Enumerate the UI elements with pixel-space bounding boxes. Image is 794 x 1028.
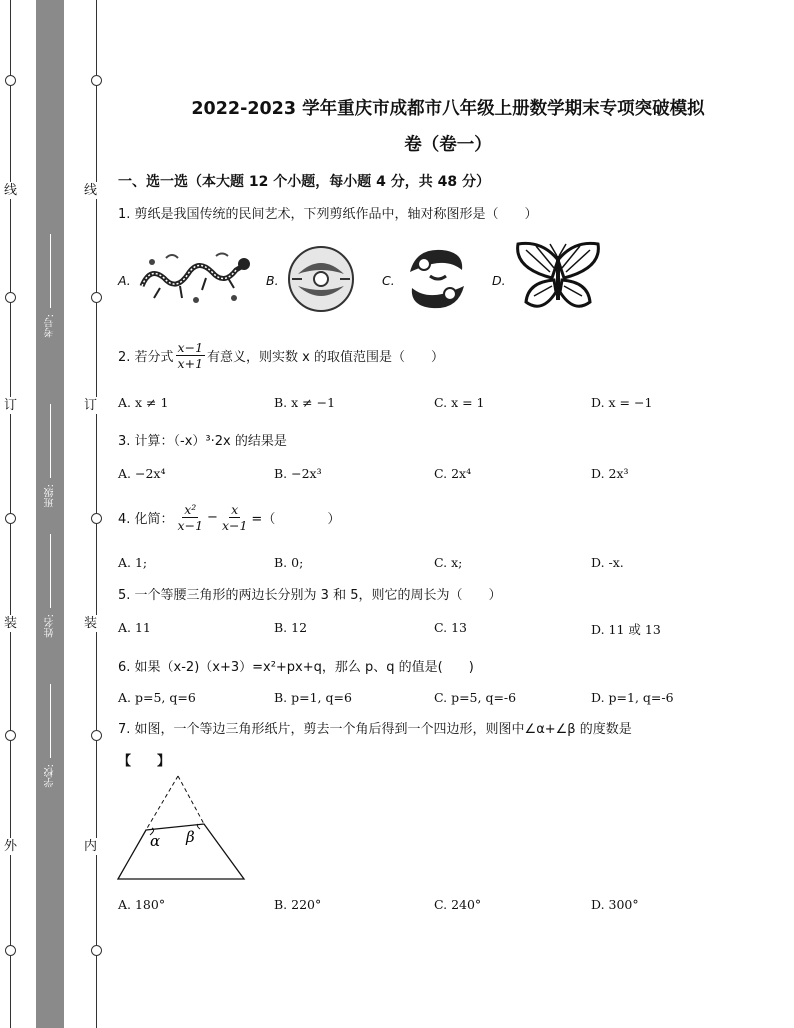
binding-hole <box>5 292 16 303</box>
q1-option-d-label: D. <box>492 273 506 288</box>
class-field <box>40 400 60 507</box>
q2-option-b: B. x ≠ −1 <box>274 395 336 410</box>
field-underline <box>50 684 51 758</box>
q7-option-b: B. 220° <box>274 897 322 912</box>
q2-denominator: x+1 <box>177 356 204 371</box>
question-2 <box>118 340 444 371</box>
cut-corner-left-edge <box>146 776 178 830</box>
alpha-label: α <box>150 832 161 850</box>
binding-hole <box>91 75 102 86</box>
margin-char-xian: 线 <box>4 183 18 198</box>
school-field <box>40 680 60 787</box>
section-heading: 一、选一选（本大题 12 个小题，每小题 4 分，共 48 分） <box>118 174 490 190</box>
margin-char-xian: 线 <box>84 183 98 198</box>
q5-option-a: A. 11 <box>118 620 151 635</box>
q2-option-a: A. x ≠ 1 <box>118 395 169 410</box>
binding-hole <box>5 730 16 741</box>
margin-char-zhuang: 装 <box>4 616 18 631</box>
q2-numerator: x−1 <box>177 340 204 355</box>
q6-option-d: D. p=1, q=-6 <box>591 690 674 705</box>
q6-option-a: A. p=5, q=6 <box>118 690 196 705</box>
q4-option-a: A. 1; <box>118 555 148 570</box>
binding-hole <box>91 513 102 524</box>
q7-option-c: C. 240° <box>434 897 482 912</box>
exam-number-field <box>40 230 60 337</box>
school-label: 学校: <box>44 764 56 788</box>
q4-fraction-1-numerator: x² <box>184 502 197 517</box>
field-underline <box>50 534 51 608</box>
q6-option-c: C. p=5, q=-6 <box>434 690 517 705</box>
q1-option-c-label: C. <box>382 273 395 288</box>
margin-char-zhuang: 装 <box>84 616 98 631</box>
binding-band <box>36 0 64 1028</box>
fish-circle-papercut-image <box>286 244 356 314</box>
q3-option-d: D. 2x³ <box>591 466 629 481</box>
q4-fraction-2 <box>220 502 249 533</box>
margin-char-ding: 订 <box>84 398 98 413</box>
question-1: 1. 剪纸是我国传统的民间艺术，下列剪纸作品中，轴对称图形是（ ） <box>118 207 538 222</box>
question-3: 3. 计算：（-x）³·2x 的结果是 <box>118 434 287 449</box>
binding-hole <box>91 292 102 303</box>
q1-option-a-label: A. <box>118 273 131 288</box>
q4-fraction-2-denominator: x−1 <box>221 518 248 533</box>
binding-hole <box>5 75 16 86</box>
q4-option-b: B. 0; <box>274 555 304 570</box>
name-label: 姓名: <box>44 614 56 638</box>
q3-option-a: A. −2x⁴ <box>118 466 166 481</box>
q1-option-b-label: B. <box>266 273 279 288</box>
q5-option-c: C. 13 <box>434 620 467 635</box>
question-4 <box>118 502 340 533</box>
q7-option-d: D. 300° <box>591 897 639 912</box>
q4-option-d: D. -x. <box>591 555 624 570</box>
q2-option-c: C. x = 1 <box>434 395 485 410</box>
q2-prefix: 2. 若分式 <box>118 350 174 365</box>
triangle-diagram <box>112 772 252 884</box>
q2-fraction <box>176 340 205 371</box>
page-title: 2022-2023 学年重庆市成都市八年级上册数学期末专项突破模拟 <box>191 99 705 119</box>
q5-option-b: B. 12 <box>274 620 308 635</box>
binding-hole <box>91 730 102 741</box>
q2-option-d: D. x = −1 <box>591 395 653 410</box>
fish-pair-papercut-image <box>402 242 472 316</box>
q4-fraction-1 <box>176 502 205 533</box>
q3-option-c: C. 2x⁴ <box>434 466 472 481</box>
margin-char-wai: 外 <box>4 839 18 854</box>
binding-hole <box>5 513 16 524</box>
dragon-papercut-image <box>136 248 254 308</box>
q6-option-b: B. p=1, q=6 <box>274 690 352 705</box>
exam-number-label: 考号: <box>44 314 56 338</box>
page-subtitle: 卷（卷一） <box>404 135 492 155</box>
question-7: 7. 如图，一个等边三角形纸片，剪去一个角后得到一个四边形，则图中∠α+∠β 的度数是 <box>118 722 632 737</box>
question-6: 6. 如果（x-2)（x+3）=x²+px+q，那么 p、q 的值是( ) <box>118 660 474 675</box>
q4-fraction-1-denominator: x−1 <box>177 518 204 533</box>
class-label: 班级: <box>44 484 56 508</box>
field-underline <box>50 234 51 308</box>
q3-option-b: B. −2x³ <box>274 466 322 481</box>
margin-char-nei: 内 <box>84 839 98 854</box>
margin-char-ding: 订 <box>4 398 18 413</box>
field-underline <box>50 404 51 478</box>
name-field <box>40 530 60 637</box>
q4-suffix: =（ ） <box>251 512 341 527</box>
q4-option-c: C. x; <box>434 555 463 570</box>
q4-minus: − <box>207 510 218 525</box>
q5-option-d: D. 11 或 13 <box>591 622 661 637</box>
cut-corner-right-edge <box>178 776 204 824</box>
q4-prefix: 4. 化简： <box>118 512 174 527</box>
q4-fraction-2-numerator: x <box>231 502 239 517</box>
butterfly-papercut-image <box>512 238 604 316</box>
q7-option-a: A. 180° <box>118 897 166 912</box>
q7-answer-bracket: 【 】 <box>118 754 171 769</box>
quadrilateral <box>118 824 244 879</box>
question-5: 5. 一个等腰三角形的两边长分别为 3 和 5，则它的周长为（ ） <box>118 588 502 603</box>
binding-hole <box>91 945 102 956</box>
beta-label: β <box>186 828 195 846</box>
binding-hole <box>5 945 16 956</box>
q2-suffix: 有意义，则实数 x 的取值范围是（ ） <box>207 350 444 365</box>
